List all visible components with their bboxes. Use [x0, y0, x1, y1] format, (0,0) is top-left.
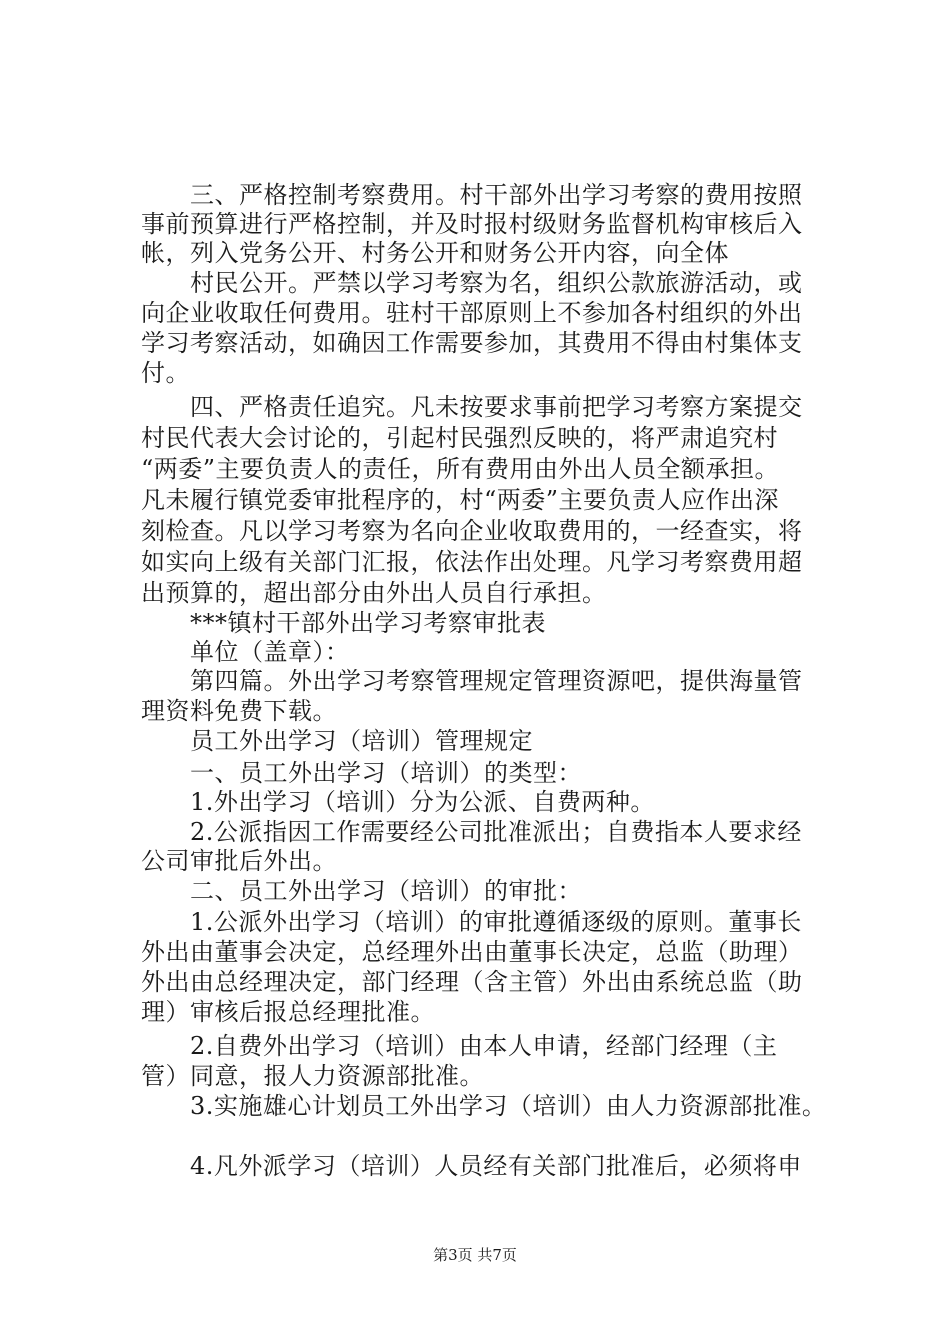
text-line: 三、严格控制考察费用。村干部外出学习考察的费用按照 [141, 181, 803, 209]
text-line: 刻检查。凡以学习考察为名向企业收取费用的，一经查实，将 [141, 517, 803, 545]
text-line: 1.外出学习（培训）分为公派、自费两种。 [141, 788, 655, 816]
text-line: 凡未履行镇党委审批程序的，村“两委”主要负责人应作出深 [141, 486, 780, 514]
text-line: 2.自费外出学习（培训）由本人申请，经部门经理（主 [141, 1032, 778, 1060]
text-line: 理资料免费下载。 [141, 697, 337, 725]
text-line: 付。 [141, 359, 190, 387]
document-subtitle: 员工外出学习（培训）管理规定 [141, 727, 533, 755]
text-line: 管）同意，报人力资源部批准。 [141, 1062, 484, 1090]
text-line: “两委”主要负责人的责任，所有费用由外出人员全额承担。 [141, 455, 780, 483]
text-line: 3.实施雄心计划员工外出学习（培训）由人力资源部批准。 [141, 1092, 827, 1120]
text-line: 1.公派外出学习（培训）的审批遵循逐级的原则。董事长 [141, 908, 802, 936]
section-heading: 第四篇。外出学习考察管理规定管理资源吧，提供海量管 [141, 667, 803, 695]
text-line: 村民代表大会讨论的，引起村民强烈反映的，将严肃追究村 [141, 424, 778, 452]
text-line: 四、严格责任追究。凡未按要求事前把学习考察方案提交 [141, 393, 803, 421]
text-line: 理）审核后报总经理批准。 [141, 998, 435, 1026]
text-line: 如实向上级有关部门汇报，依法作出处理。凡学习考察费用超 [141, 548, 803, 576]
text-line: 公司审批后外出。 [141, 847, 337, 875]
text-line: 2.公派指因工作需要经公司批准派出；自费指本人要求经 [141, 818, 802, 846]
text-line: 学习考察活动，如确因工作需要参加，其费用不得由村集体支 [141, 329, 803, 357]
page-number: 第3页 共7页 [433, 1246, 517, 1264]
text-line: 出预算的，超出部分由外出人员自行承担。 [141, 579, 607, 607]
text-line: 一、员工外出学习（培训）的类型： [141, 759, 582, 787]
document-subtitle: ***镇村干部外出学习考察审批表 [141, 609, 546, 637]
text-line: 帐，列入党务公开、村务公开和财务公开内容，向全体 [141, 239, 729, 267]
text-line: 4.凡外派学习（培训）人员经有关部门批准后，必须将申 [141, 1152, 802, 1180]
text-line: 村民公开。严禁以学习考察为名，组织公款旅游活动，或 [141, 269, 803, 297]
text-line: 外出由总经理决定，部门经理（含主管）外出由系统总监（助 [141, 968, 803, 996]
text-line: 单位（盖章）： [141, 638, 350, 666]
text-line: 二、员工外出学习（培训）的审批： [141, 877, 582, 905]
text-line: 向企业收取任何费用。驻村干部原则上不参加各村组织的外出 [141, 299, 803, 327]
text-line: 外出由董事会决定，总经理外出由董事长决定，总监（助理） [141, 938, 803, 966]
text-line: 事前预算进行严格控制，并及时报村级财务监督机构审核后入 [141, 210, 803, 238]
